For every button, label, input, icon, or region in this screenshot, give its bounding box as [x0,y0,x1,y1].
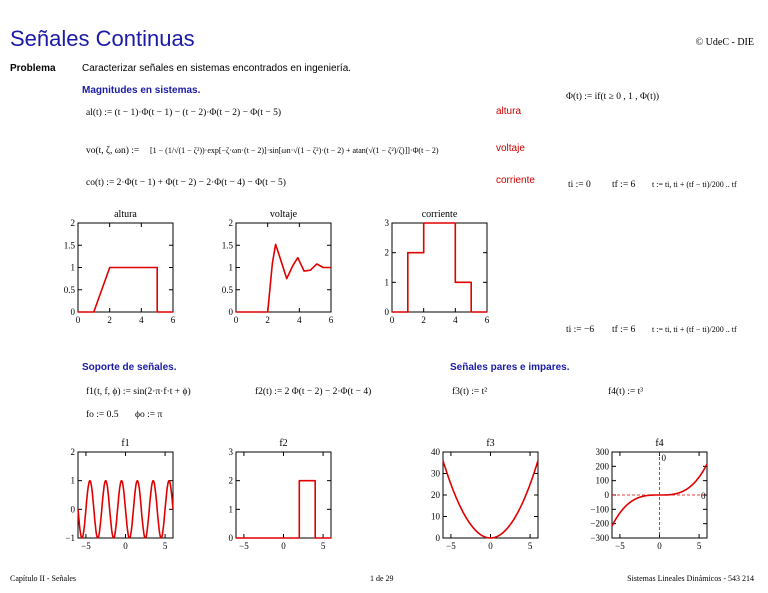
y-tick-label: 2 [384,247,389,258]
y-tick-label: 0 [228,533,233,543]
y-tick-label: 1 [70,262,75,273]
x-tick-label: −5 [615,541,625,551]
annotation-zero-top: 0 [661,453,666,463]
y-tick-label: 1.5 [221,240,233,251]
x-tick-label: 4 [453,315,458,325]
chart-title-f1: f1 [121,438,130,449]
y-tick-label: 1.5 [63,240,75,251]
y-tick-label: 20 [431,490,440,500]
range2-ti: ti := −6 [566,325,595,335]
series-line-f1 [78,481,173,538]
x-tick-label: 0 [657,541,662,551]
y-tick-label: 1 [384,277,389,288]
y-tick-label: 0 [228,307,233,317]
chart-title-f2: f2 [279,438,288,449]
label-altura: altura [496,106,522,117]
y-tick-label: 40 [431,447,440,457]
x-tick-label: 6 [328,315,334,325]
chart-frame-f3 [443,452,538,538]
x-tick-label: −5 [446,541,456,551]
equation-f1: f1(t, f, ϕ) := sin(2·π·f·t + ϕ) [86,387,191,397]
problem-text: Caracterizar señales en sistemas encontrados en ingeniería. [82,63,352,74]
y-tick-label: 100 [595,475,609,486]
y-tick-label: 2 [70,447,75,457]
x-tick-label: 6 [170,315,176,325]
section-heading-soporte: Soporte de señales. [82,362,177,373]
equation-f4: f4(t) := t³ [608,387,644,397]
range1-ti: ti := 0 [568,180,591,190]
y-tick-label: 0 [604,490,609,500]
section-heading-magnitudes: Magnitudes en sistemas. [82,85,201,96]
equation-phio: ϕo := π [135,410,163,420]
x-tick-label: −5 [239,541,249,551]
x-tick-label: 5 [162,541,168,551]
label-voltaje: voltaje [496,143,525,154]
y-tick-label: −100 [590,504,609,515]
copyright: © UdeC - DIE [695,37,754,48]
series-line-voltaje [236,244,331,312]
footer-left: Capítulo II - Señales [10,574,76,583]
chart-title-f3: f3 [486,438,495,449]
y-tick-label: 10 [431,511,440,522]
chart-frame-corriente [392,223,487,312]
series-line-corriente [392,223,487,312]
x-tick-label: −5 [81,541,91,551]
chart-title-voltaje: voltaje [269,209,298,220]
x-tick-label: 0 [281,541,286,551]
x-tick-label: 6 [484,315,490,325]
equation-voltaje-rhs: [1 − (1/√(1 − ζ²))·exp[−ζ·ωn·(t − 2)]·sin[ωn·√(1 − ζ²)·(t − 2) + atan(√(1 − ζ²)/ζ)]]·Φ(t − 2) [150,146,439,155]
y-tick-label: 0.5 [221,284,233,295]
equation-f2: f2(t) := 2 Φ(t − 2) − 2·Φ(t − 4) [255,387,372,397]
x-tick-label: 0 [75,315,81,325]
x-tick-label: 4 [139,315,144,325]
x-tick-label: 4 [297,315,302,325]
y-tick-label: 0 [70,307,75,317]
y-tick-label: 1 [70,475,75,486]
equation-voltaje-lhs: vo(t, ζ, ωn) := [86,146,140,156]
x-tick-label: 0 [389,315,395,325]
x-tick-label: 0 [488,541,493,551]
x-tick-label: 5 [527,541,533,551]
x-tick-label: 2 [107,315,112,325]
series-line-f3 [443,461,538,538]
y-tick-label: 1 [228,504,233,515]
footer-center: 1 de 29 [370,574,394,583]
y-tick-label: 300 [595,447,609,457]
y-tick-label: 3 [228,447,233,457]
section-heading-pares: Señales pares e impares. [450,362,570,373]
range2-t: t := ti, ti + (tf − ti)/200 .. tf [652,325,737,334]
label-corriente: corriente [496,175,535,186]
y-tick-label: −200 [590,518,609,529]
series-line-altura [78,268,173,313]
y-tick-label: 30 [431,468,440,479]
y-tick-label: 3 [384,218,389,228]
y-tick-label: −300 [590,533,609,543]
y-tick-label: 0.5 [63,284,75,295]
equation-altura: al(t) := (t − 1)·Φ(t − 1) − (t − 2)·Φ(t − 2) − Φ(t − 5) [86,108,282,118]
range1-t: t := ti, ti + (tf − ti)/200 .. tf [652,180,737,189]
chart-title-altura: altura [114,209,137,220]
y-tick-label: 1 [228,262,233,273]
y-tick-label: 0 [384,307,389,317]
series-line-f2 [236,481,331,538]
chart-title-corriente: corriente [421,209,458,220]
y-tick-label: 2 [70,218,75,228]
x-tick-label: 0 [233,315,239,325]
page-title: Señales Continuas [10,26,195,51]
equation-f3: f3(t) := t² [452,387,488,397]
x-tick-label: 5 [696,541,702,551]
footer-right: Sistemas Lineales Dinámicos - 543 214 [627,574,754,583]
annotation-zero-right: 0 [701,491,706,501]
x-tick-label: 2 [265,315,270,325]
x-tick-label: 2 [421,315,426,325]
range1-tf: tf := 6 [612,180,636,190]
equation-corriente: co(t) := 2·Φ(t − 1) + Φ(t − 2) − 2·Φ(t − 4) − Φ(t − 5) [86,178,286,188]
y-tick-label: 0 [70,504,75,515]
y-tick-label: 200 [595,461,609,472]
y-tick-label: 0 [435,533,440,543]
chart-frame-f2 [236,452,331,538]
x-tick-label: 5 [320,541,326,551]
range2-tf: tf := 6 [612,325,636,335]
equation-fo: fo := 0.5 [86,410,119,420]
chart-title-f4: f4 [655,438,664,449]
y-tick-label: 2 [228,218,233,228]
phi-definition: Φ(t) := if(t ≥ 0 , 1 , Φ(t)) [566,92,660,102]
y-tick-label: 2 [228,475,233,486]
x-tick-label: 0 [123,541,128,551]
problem-label: Problema [10,63,56,74]
y-tick-label: −1 [65,533,75,543]
